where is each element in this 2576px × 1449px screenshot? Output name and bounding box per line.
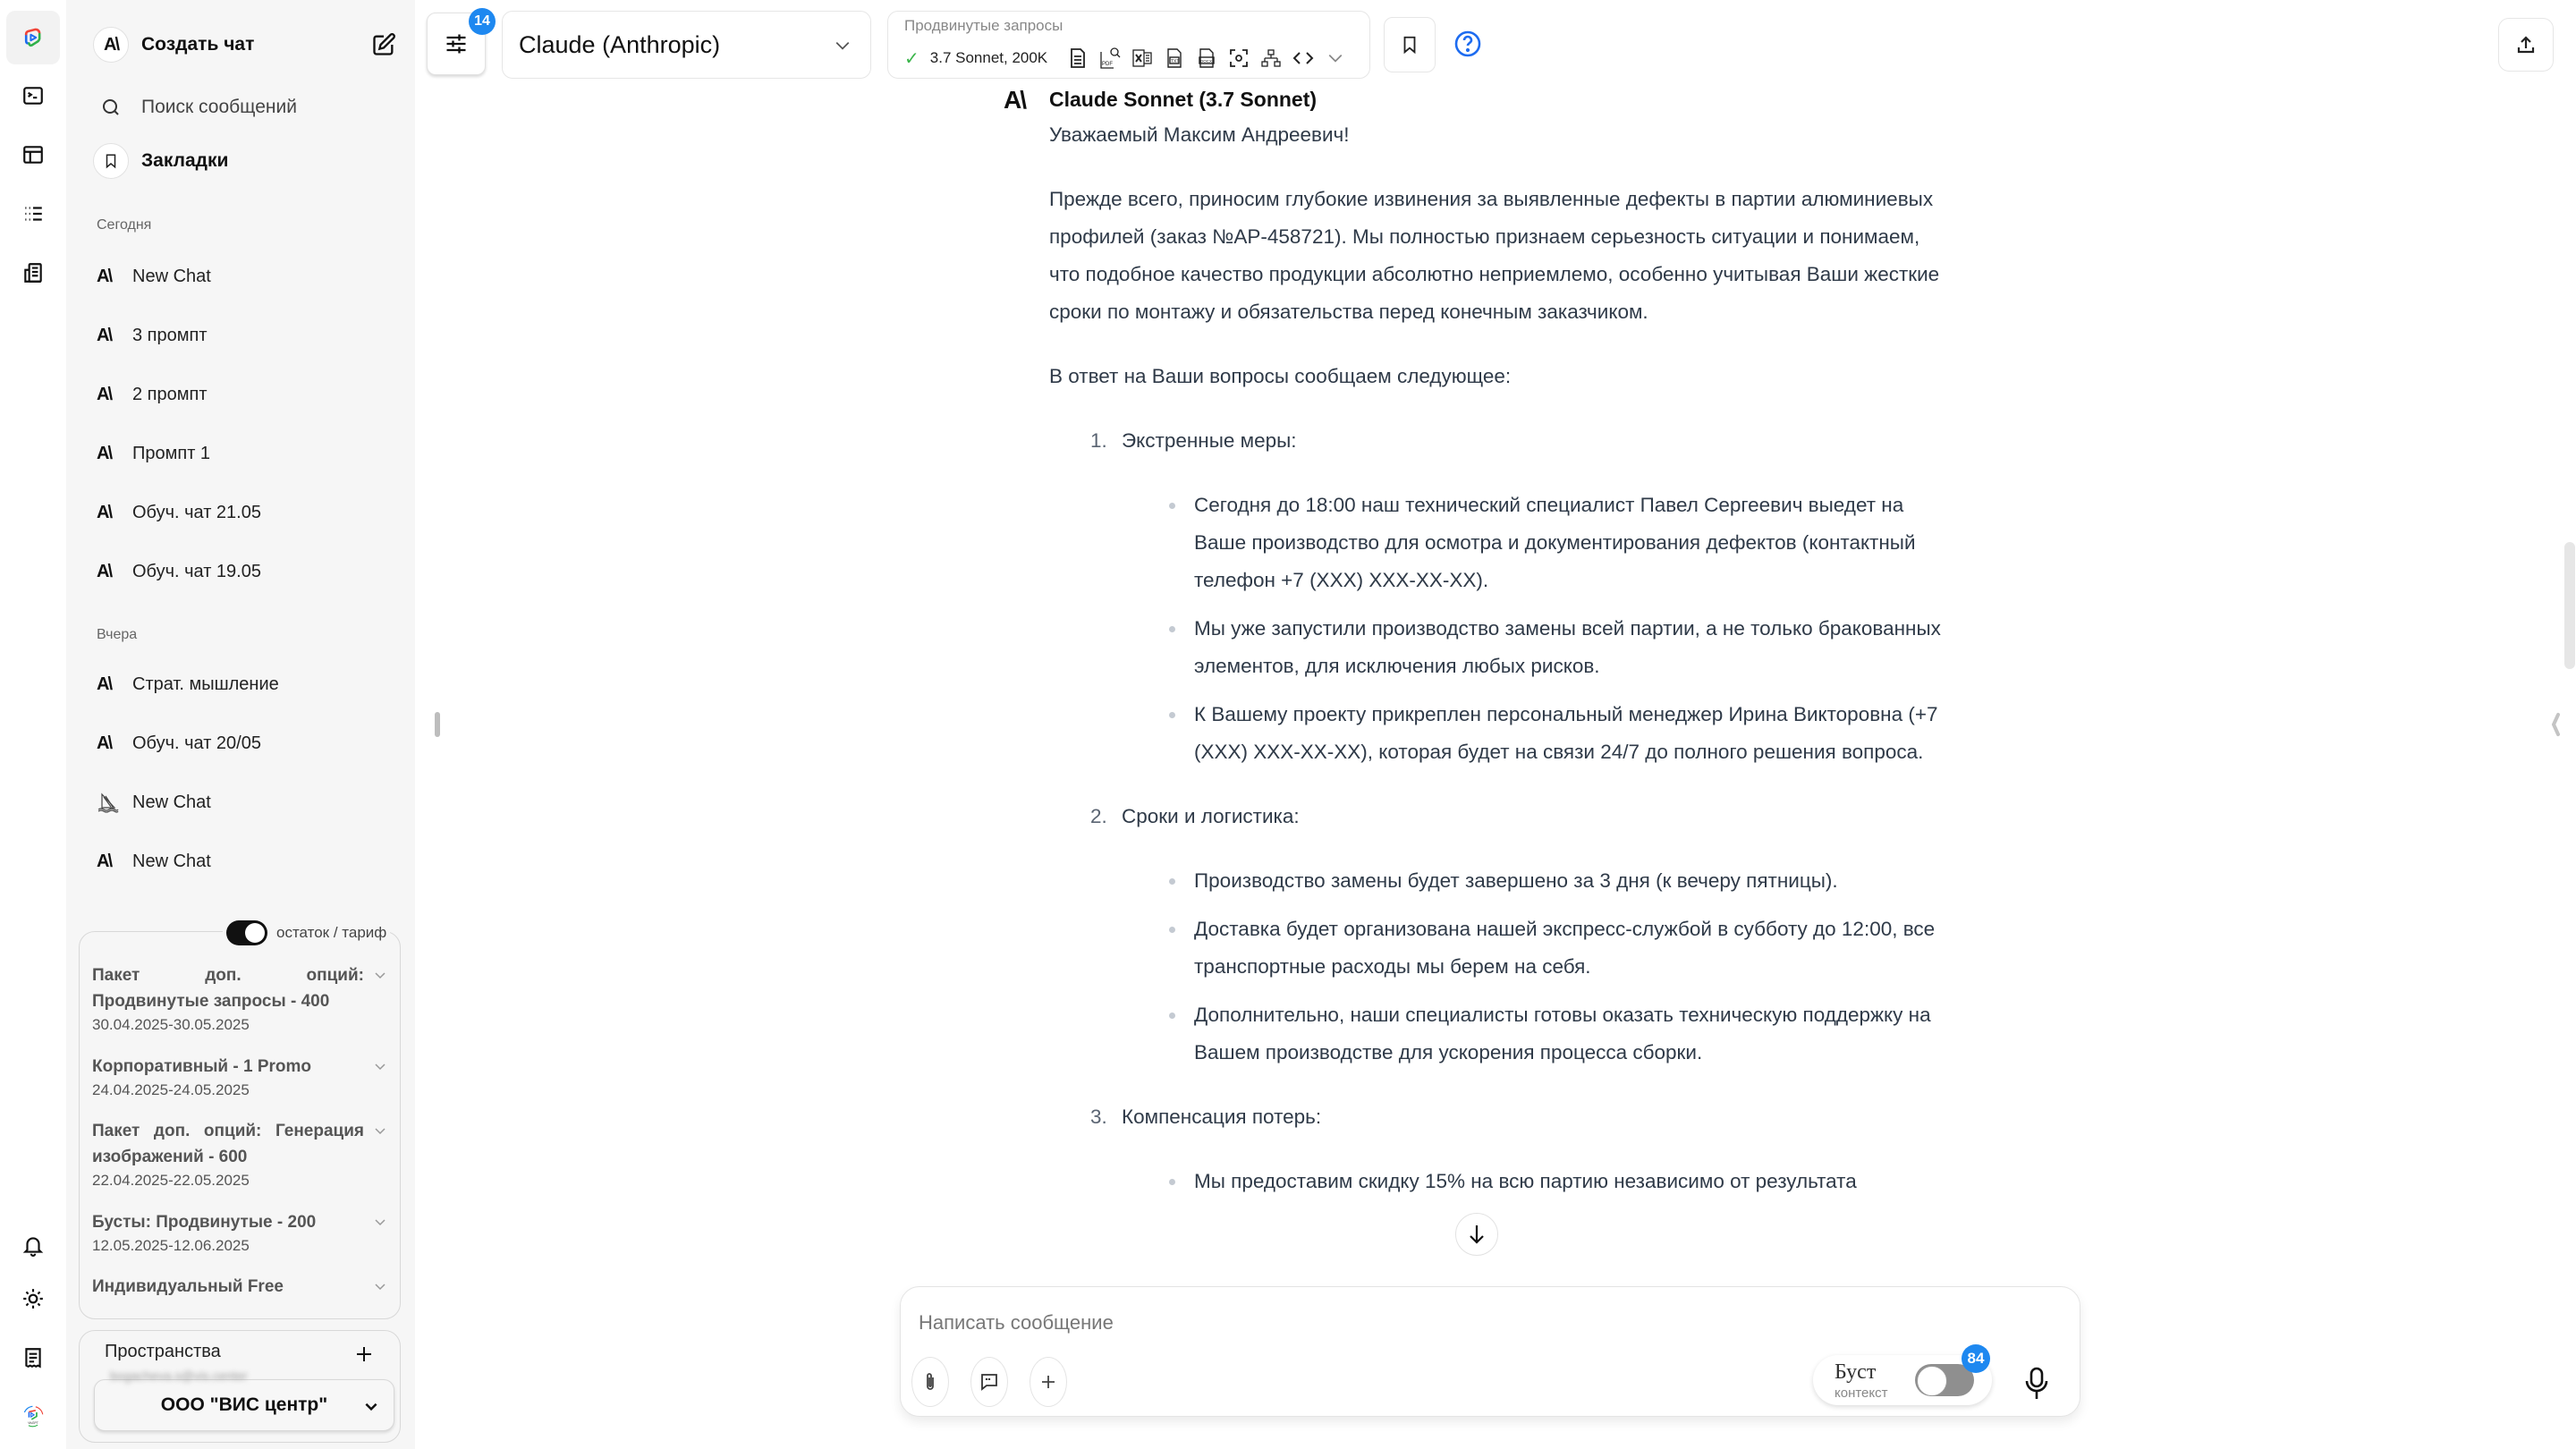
space-select[interactable] — [94, 1379, 394, 1431]
quote-message-icon — [979, 1371, 1000, 1393]
icon-rail — [0, 0, 66, 1449]
chevron-left-icon — [2549, 711, 2562, 738]
plan-item[interactable]: Индивидуальный Free — [92, 1274, 387, 1300]
sidebar — [66, 0, 415, 1449]
voice-input-button[interactable] — [2022, 1366, 2051, 1402]
app-logo-icon — [21, 26, 45, 49]
bullet-item: Дополнительно, наши специалисты готовы оказать техническую поддержку на Вашем производстве для ускорения процесса сборки. — [1194, 996, 1944, 1072]
plans-panel — [79, 924, 401, 1319]
create-chat-label: Создать чат — [141, 34, 255, 55]
plus-icon — [1039, 1373, 1057, 1391]
help-button[interactable] — [1453, 29, 1483, 59]
terminal-icon[interactable] — [20, 82, 47, 109]
chat-item[interactable]: A\ Страт. мышление — [97, 674, 279, 694]
chevron-down-icon — [835, 40, 851, 51]
advanced-requests-select[interactable] — [887, 11, 1370, 79]
microphone-icon — [2024, 1367, 2049, 1401]
right-panel-toggle[interactable] — [2549, 711, 2562, 738]
svg-text:VisGPT: VisGPT — [28, 1421, 38, 1426]
chevron-down-icon — [373, 1123, 387, 1138]
assistant-message — [1049, 116, 1944, 1227]
sailboat-icon — [97, 792, 120, 813]
chat-item[interactable]: New Chat — [97, 784, 392, 820]
message-paragraph: Прежде всего, приносим глубокие извинения за выявленные дефекты в партии алюминиевых профилей (заказ №AP-458721). Мы полностью признаем серьезность ситуации и понимаем, что подобное качество продукции абсолютно неприемлемо, особенно учитывая Ваши жесткие сроки по монтажу и обязательства перед конечным заказчиком. — [1049, 188, 1940, 323]
sidebar-resize-handle[interactable] — [435, 712, 440, 737]
bookmark-icon — [93, 143, 129, 179]
spaces-title: Пространства — [105, 1342, 221, 1361]
chevron-down-icon — [373, 1279, 387, 1293]
anthropic-icon: A\ — [97, 267, 111, 286]
bell-icon[interactable] — [20, 1232, 47, 1258]
message-input[interactable] — [919, 1305, 1902, 1341]
plan-item[interactable]: Пакет доп. опций: Генерация изображений - 600 22.04.2025-22.05.2025 — [92, 1118, 387, 1191]
list-section: 2. Сроки и логистика: Производство замены будет завершено за 3 дня (к вечеру пятницы). Доставка будет организована нашей экспресс-службой в субботу до 12:00, все транспортные расходы мы берем на себя. Дополнительно, наши специалисты готовы оказать техническую поддержку на Вашем производстве для ускорения процесса сборки. — [1049, 798, 1944, 1072]
boost-count-badge: 84 — [1962, 1344, 1990, 1373]
anthropic-icon: A\ — [97, 503, 111, 522]
quote-prompt-button[interactable] — [970, 1357, 1008, 1407]
balance-tariff-toggle[interactable] — [223, 919, 390, 946]
chat-item[interactable]: A\ New Chat — [97, 266, 211, 286]
add-button[interactable] — [1030, 1357, 1067, 1407]
anthropic-icon: A\ — [97, 562, 111, 581]
space-selected-value: ООО "ВИС центр" — [160, 1394, 328, 1415]
chat-item[interactable]: A\ Промпт 1 — [97, 443, 211, 463]
toggle-switch[interactable] — [226, 920, 267, 945]
message-paragraph: В ответ на Ваши вопросы сообщаем следующее: — [1049, 365, 1512, 387]
bullet-item: Мы предоставим скидку 15% на всю партию независимо от результата — [1194, 1163, 1944, 1200]
bullet-item: Сегодня до 18:00 наш технический специалист Павел Сергеевич выедет на Ваше производство для осмотра и документирования дефектов (контактный телефон +7 (XXX) XXX-XX-XX). — [1194, 487, 1944, 599]
spaces-panel — [79, 1330, 401, 1443]
svg-text:PDF: PDF — [1102, 62, 1114, 67]
chat-item[interactable]: A\ Обуч. чат 19.05 — [97, 561, 261, 581]
search-label: Поиск сообщений — [141, 97, 297, 117]
list-icon[interactable] — [20, 200, 47, 227]
app-logo[interactable] — [6, 11, 60, 64]
plan-item[interactable]: Бусты: Продвинутые - 200 12.05.2025-12.06.2025 — [92, 1209, 387, 1257]
add-space-button[interactable] — [352, 1342, 377, 1367]
message-composer — [900, 1286, 2080, 1417]
layout-icon[interactable] — [20, 141, 47, 168]
chat-item[interactable]: A\ Обуч. чат 21.05 — [97, 502, 261, 522]
message-header — [1004, 86, 1318, 114]
chevron-down-icon — [363, 1398, 379, 1414]
section-today-title: Сегодня — [97, 217, 152, 233]
bullet-item: К Вашему проекту прикреплен персональный менеджер Ирина Викторовна (+7 (XXX) XXX-XX-XX), которая будет на связи 24/7 до полного решения вопроса. — [1194, 696, 1944, 771]
search-icon — [93, 97, 129, 118]
sun-icon[interactable] — [20, 1285, 47, 1312]
anthropic-icon: A\ — [93, 27, 129, 63]
bullet-item: Мы уже запустили производство замены всей партии, а не только бракованных элементов, для исключения любых рисков. — [1194, 610, 1944, 685]
chevron-down-icon — [373, 968, 387, 982]
chevron-down-icon — [373, 1215, 387, 1229]
anthropic-icon: A\ — [97, 385, 111, 404]
search-messages[interactable] — [93, 89, 297, 125]
boost-sublabel: контекст — [1835, 1385, 1888, 1401]
boost-label: Буст — [1835, 1360, 1877, 1384]
bullet-item: Производство замены будет завершено за 3 дня (к вечеру пятницы). — [1194, 862, 1944, 900]
excel-icon — [1131, 47, 1153, 70]
help-icon — [1453, 30, 1482, 58]
edit-icon — [371, 32, 396, 57]
share-export-button[interactable] — [2498, 18, 2554, 72]
svg-text:DOCX: DOCX — [1200, 59, 1213, 64]
bookmarks-link[interactable] — [93, 143, 228, 179]
list-section: 1. Экстренные меры: Сегодня до 18:00 наш технический специалист Павел Сергеевич выедет на Ваше производство для осмотра и документирования дефектов (контактный телефон +7 (XXX) XXX-XX-XX). Мы уже запустили производство замены всей партии, а не только бракованных элементов, для исключения любых рисков. К Вашему проекту прикреплен персональный менеджер Ирина Викторовна (+7 (XXX) XXX-XX-XX), которая будет на связи 24/7 до полного решения вопроса. — [1049, 422, 1944, 771]
anthropic-icon: A\ — [97, 326, 111, 345]
space-email: bogacheva.s@vis.center — [110, 1368, 248, 1383]
boost-context-toggle[interactable] — [1813, 1350, 1992, 1405]
receipt-icon[interactable] — [20, 1344, 47, 1371]
advanced-caption: Продвинутые запросы — [904, 17, 1063, 34]
anthropic-icon: A\ — [97, 444, 111, 463]
anthropic-icon: A\ — [97, 852, 111, 871]
plus-icon — [354, 1344, 374, 1364]
bullet-item: Доставка будет организована нашей экспресс-службой в субботу до 12:00, все транспортные расходы мы берем на себя. — [1194, 911, 1944, 986]
create-chat-row[interactable] — [93, 25, 397, 64]
txt-file-icon — [1164, 47, 1185, 70]
check-icon: ✓ — [904, 48, 919, 69]
main-area — [415, 0, 2576, 1449]
anthropic-icon: A\ — [97, 733, 111, 753]
scroll-to-bottom-button[interactable] — [1455, 1213, 1498, 1256]
filter-count-badge: 14 — [469, 8, 496, 35]
diagram-icon — [1260, 47, 1282, 70]
message-greeting: Уважаемый Максим Андреевич! — [1049, 123, 1350, 146]
plan-item[interactable]: Пакет доп. опций: Продвинутые запросы - 400 30.04.2025-30.05.2025 — [92, 962, 387, 1036]
bookmark-button[interactable] — [1384, 17, 1436, 72]
list-section: 3. Компенсация потерь: Мы предоставим скидку 15% на всю партию независимо от результата — [1049, 1098, 1944, 1200]
arrow-down-icon — [1467, 1223, 1487, 1246]
attach-button[interactable] — [911, 1357, 949, 1407]
message-sender: Claude Sonnet (3.7 Sonnet) — [1049, 88, 1318, 111]
advanced-model-value: 3.7 Sonnet, 200K — [929, 49, 1048, 66]
documents-icon[interactable] — [20, 259, 47, 286]
new-chat-edit-button[interactable] — [370, 31, 397, 58]
chevron-down-icon — [373, 1059, 387, 1073]
bookmark-icon — [1400, 33, 1419, 56]
settings-filter-button[interactable] — [427, 13, 490, 75]
docx-file-icon — [1196, 47, 1217, 70]
bookmarks-label: Закладки — [141, 150, 229, 171]
plan-item[interactable]: Корпоративный - 1 Promo 24.04.2025-24.05.2025 — [92, 1054, 387, 1101]
toggle-label: остаток / тариф — [276, 924, 387, 941]
document-icon — [1067, 47, 1089, 70]
chat-item[interactable]: A\ Обуч. чат 20/05 — [97, 733, 261, 753]
message-numbered-list — [1049, 422, 1944, 1200]
upload-icon — [2515, 34, 2537, 55]
ocr-scan-icon — [1228, 47, 1250, 70]
paperclip-icon — [922, 1371, 938, 1393]
chat-item[interactable]: A\ New Chat — [97, 851, 211, 871]
chat-scrollbar[interactable] — [2564, 542, 2575, 669]
pdf-search-icon — [1099, 47, 1121, 70]
anthropic-icon: A\ — [1004, 86, 1025, 114]
code-icon — [1292, 47, 1314, 70]
chat-item[interactable]: A\ 3 промпт — [97, 325, 208, 345]
visgpt-logo[interactable] — [13, 1395, 54, 1436]
chevron-down-icon — [1325, 47, 1346, 70]
model-provider-select[interactable] — [502, 11, 871, 79]
section-yesterday-title: Вчера — [97, 627, 138, 642]
chat-item[interactable]: A\ 2 промпт — [97, 384, 208, 404]
sliders-icon — [444, 31, 469, 56]
svg-text:TXT: TXT — [1171, 59, 1180, 64]
anthropic-icon: A\ — [97, 674, 111, 694]
model-provider-value: Claude (Anthropic) — [519, 30, 721, 58]
